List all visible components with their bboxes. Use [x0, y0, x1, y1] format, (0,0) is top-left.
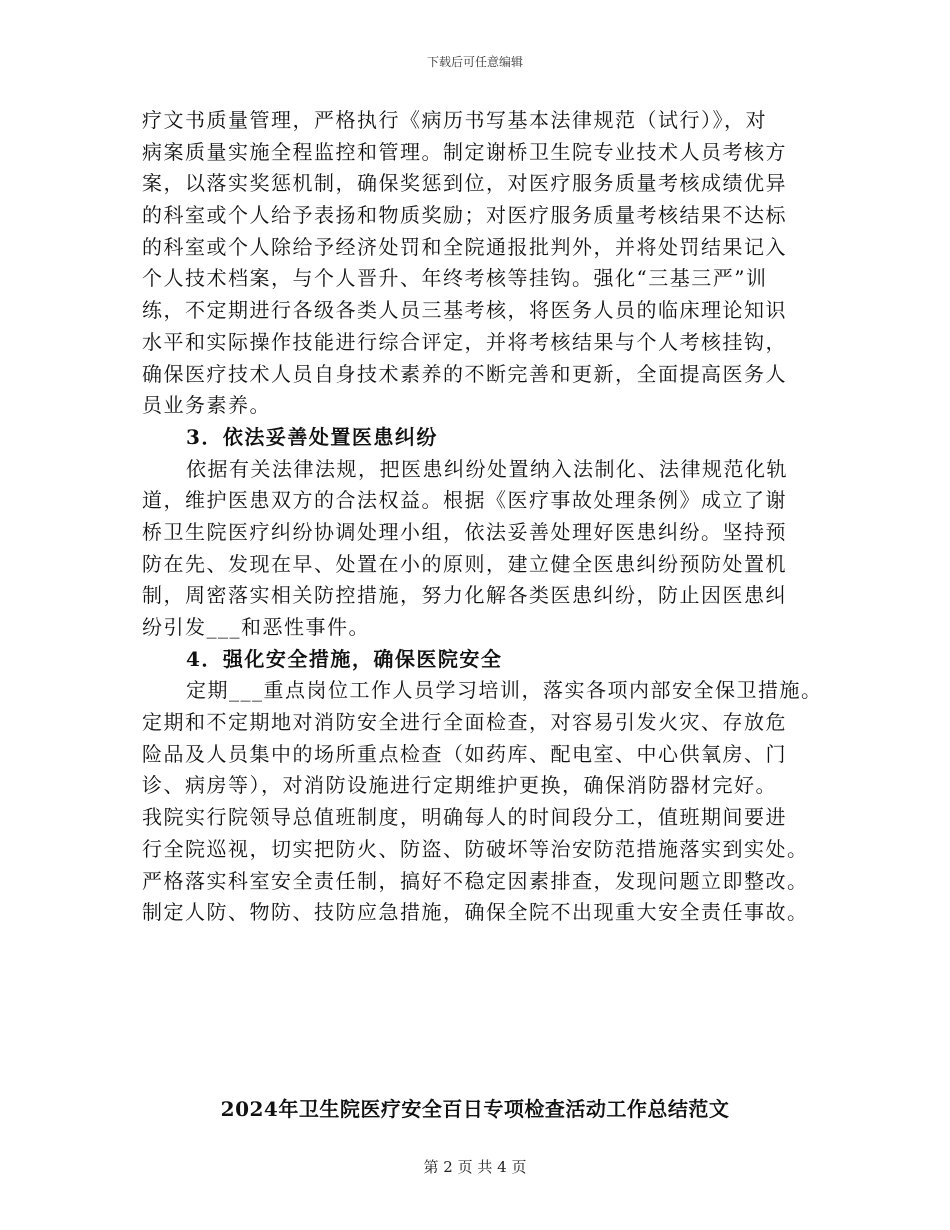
body-line: 水平和实际操作技能进行综合评定，并将考核结果与个人考核挂钩，: [142, 329, 787, 354]
body-line: 诊、病房等），对消防设施进行定期维护更换，确保消防器材完好。: [142, 773, 777, 798]
body-line: 道，维护医患双方的合法权益。根据《医疗事故处理条例》成立了谢: [142, 488, 787, 513]
body-line: 的科室或个人给予表扬和物质奖励；对医疗服务质量考核结果不达标: [142, 203, 787, 228]
page-header: 下载后可任意编辑: [426, 55, 523, 69]
body-line: 的科室或个人除给予经济处罚和全院通报批判外，并将处罚结果记入: [142, 234, 787, 259]
body-line: 案，以落实奖惩机制，确保奖惩到位，对医疗服务质量考核成绩优异: [142, 171, 787, 196]
body-line: 防在先、发现在早、处置在小的原则，建立健全医患纠纷预防处置机: [142, 551, 787, 576]
body-line: 练，不定期进行各级各类人员三基考核，将医务人员的临床理论知识: [142, 298, 787, 323]
document-body: [142, 110, 822, 934]
page-number: 第 2 页 共 4 页: [423, 1158, 527, 1176]
body-line: 个人技术档案，与个人晋升、年终考核等挂钩。强化“三基三严”训: [142, 266, 768, 291]
body-line: 我院实行院领导总值班制度，明确每人的时间段分工，值班期间要进: [142, 805, 787, 830]
body-line: 严格落实科室安全责任制，搞好不稳定因素排查，发现问题立即整改。: [142, 868, 809, 893]
body-line: 确保医疗技术人员自身技术素养的不断完善和更新，全面提高医务人: [142, 361, 787, 386]
body-line: 依据有关法律法规，把医患纠纷处置纳入法制化、法律规范化轨: [186, 456, 788, 481]
section-heading-4: 4．强化安全措施，确保医院安全: [186, 646, 503, 671]
body-line: 纷引发___和恶性事件。: [142, 615, 370, 639]
body-line: 员业务素养。: [142, 393, 271, 418]
body-line: 桥卫生院医疗纠纷协调处理小组，依法妥善处理好医患纠纷。坚持预: [142, 519, 787, 544]
body-line: 定期和不定期地对消防安全进行全面检查，对容易引发火灾、存放危: [142, 710, 787, 735]
body-line: 疗文书质量管理，严格执行《病历书写基本法律规范（试行）》，对: [142, 108, 767, 132]
body-line: 病案质量实施全程监控和管理。制定谢桥卫生院专业技术人员考核方: [142, 139, 787, 164]
body-line: 行全院巡视，切实把防火、防盗、防破坏等治安防范措施落实到实处。: [142, 836, 809, 861]
next-document-title: 2024年卫生院医疗安全百日专项检查活动工作总结范文: [220, 1097, 730, 1121]
body-line: 定期___重点岗位工作人员学习培训，落实各项内部安全保卫措施。: [186, 678, 823, 703]
body-line: 制，周密落实相关防控措施，努力化解各类医患纠纷，防止因医患纠: [142, 583, 787, 608]
body-line: 险品及人员集中的场所重点检查（如药库、配电室、中心供氧房、门: [142, 741, 787, 766]
section-heading-3: 3．依法妥善处置医患纠纷: [186, 424, 438, 449]
body-line: 制定人防、物防、技防应急措施，确保全院不出现重大安全责任事故。: [142, 900, 809, 925]
